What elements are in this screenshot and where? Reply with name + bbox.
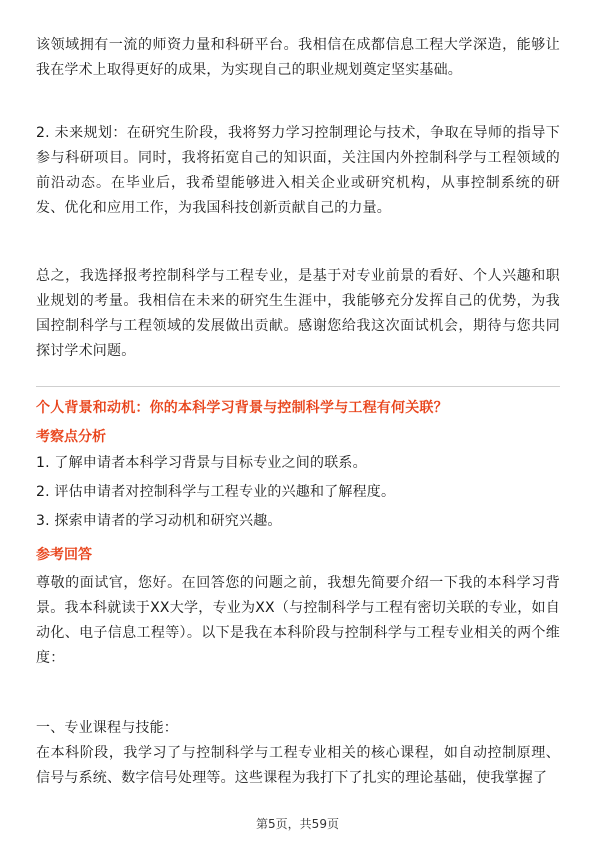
answer-heading: 参考回答 — [36, 547, 92, 563]
question-heading: 个人背景和动机：你的本科学习背景与控制科学与工程有何关联？ — [36, 400, 448, 416]
answer-subheading: 一、专业课程与技能： — [36, 720, 178, 736]
page-number: 第5页，共59页 — [256, 817, 339, 831]
answer-paragraph-1: 尊敬的面试官，您好。在回答您的问题之前，我想先简要介绍一下我的本科学习背景。我本科就读于XX大学，专业为XX（与控制科学与工程有密切关联的专业，如自动化、电子信息工程等）。以下是我在本科阶段与控制科学与工程专业相关的两个维度： — [36, 575, 560, 666]
body-paragraph-3: 总之，我选择报考控制科学与工程专业，是基于对专业前景的看好、个人兴趣和职业规划的考量。我相信在未来的研究生生涯中，我能够充分发挥自己的优势，为我国控制科学与工程领域的发展做出贡献。感谢您给我这次面试机会，期待与您共同探讨学术问题。 — [36, 268, 560, 359]
body-paragraph-2: 2. 未来规划：在研究生阶段，我将努力学习控制理论与技术，争取在导师的指导下参与科研项目。同时，我将拓宽自己的知识面，关注国内外控制科学与工程领域的前沿动态。在毕业后，我希望能够进入相关企业或研究机构，从事控制系统的研发、优化和应用工作，为我国科技创新贡献自己的力量。 — [36, 125, 560, 216]
body-paragraph-1: 该领域拥有一流的师资力量和科研平台。我相信在成都信息工程大学深造，能够让我在学术上取得更好的成果，为实现自己的职业规划奠定坚实基础。 — [36, 37, 560, 78]
answer-section-2 — [36, 716, 560, 791]
answer-paragraph-2: 在本科阶段，我学习了与控制科学与工程专业相关的核心课程，如自动控制原理、信号与系统、数字信号处理等。这些课程为我打下了扎实的理论基础，使我掌握了 — [36, 745, 560, 786]
analysis-item: 1. 了解申请者本科学习背景与目标专业之间的联系。 — [36, 455, 367, 471]
analysis-item: 3. 探索申请者的学习动机和研究兴趣。 — [36, 513, 282, 529]
section-divider — [36, 386, 560, 387]
analysis-heading: 考察点分析 — [36, 429, 106, 445]
analysis-item: 2. 评估申请者对控制科学与工程专业的兴趣和了解程度。 — [36, 484, 396, 500]
